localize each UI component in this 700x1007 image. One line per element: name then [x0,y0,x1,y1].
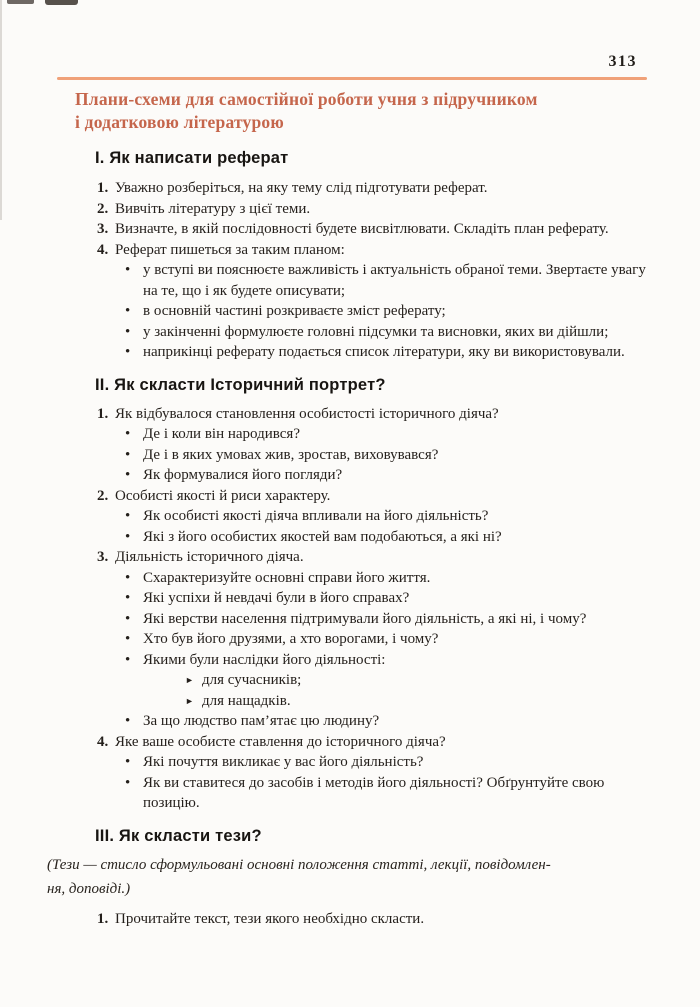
page-content [0,88,700,929]
page-number: 313 [608,53,637,70]
item-marker: 2. [97,200,109,217]
bullet-icon: • [125,631,131,647]
item-text: Які почуття викликає у вас його діяльність? [143,754,424,770]
section-heading-1: I. Як написати реферат [95,149,289,167]
item-text: у вступі ви пояснюєте важливість і актуальність обраної теми. Звертаєте увагу на те, що і як будете описувати; [143,262,646,299]
item-text: Яке ваше особисте ставлення до історичного діяча? [115,733,446,750]
bullet-icon: • [125,426,131,442]
list-item [97,588,655,609]
chapter-title-line2: і додатковою літературою [75,112,284,132]
item-text: Які успіхи й невдачі були в його справах? [143,590,410,606]
list-item [97,711,655,732]
section-heading-2: II. Як скласти Історичний портрет? [95,375,386,394]
item-text: в основній частині розкриваєте зміст реферату; [143,303,446,319]
bullet-icon: • [125,713,131,729]
section-heading-3: III. Як скласти тези? [95,826,262,845]
list-item [97,909,655,930]
bullet-icon: • [125,590,131,606]
item-text: Визначте, в якій послідовності будете висвітлювати. Складіть план реферату. [115,221,609,237]
item-text: Як особисті якості діяча впливали на його діяльність? [143,508,489,524]
header-rule [57,77,647,80]
list-item [97,301,655,322]
chapter-title-line1: Плани-схеми для самостійної роботи учня з підручником [75,89,538,109]
item-marker: 3. [97,549,109,565]
bullet-icon: • [125,262,131,278]
bullet-icon: • [125,774,131,791]
item-text: Якими були наслідки його діяльності: [143,651,386,668]
list-item [97,445,655,466]
list-item [97,486,655,507]
list-item [97,342,655,363]
chapter-title [75,88,640,134]
scan-artifact [45,0,78,5]
item-text: Хто був його друзями, а хто ворогами, і чому? [143,631,439,647]
item-text: Особисті якості й риси характеру. [115,487,331,504]
list-item [97,609,655,630]
list-item [97,219,655,240]
item-marker: 1. [97,910,109,927]
list-item [97,465,655,486]
item-marker: 1. [97,180,109,196]
bullet-icon: • [125,610,131,627]
item-marker: 3. [97,221,109,237]
list-item [97,670,655,691]
list-item [97,527,655,548]
list-item [97,178,655,199]
item-text: Де і коли він народився? [143,426,300,442]
item-text: для сучасників; [202,672,302,688]
list-item [97,199,655,220]
list-item [97,424,655,445]
note-line: (Тези — стисло сформульовані основні положення статті, лекції, повідомлен- [47,856,551,873]
item-text: Як відбувалося становлення особистості історичного діяча? [115,405,499,422]
list-item [97,691,655,712]
item-text: для нащадків. [202,692,291,709]
list-item [97,322,655,343]
item-text: За що людство пам’ятає цю людину? [143,713,380,729]
list-item [97,260,655,301]
list-item [97,547,655,568]
definition-note [47,853,658,901]
bullet-icon: • [125,569,131,586]
item-text: Де і в яких умовах жив, зростав, виховувався? [143,446,439,463]
bullet-icon: • [125,344,131,360]
item-text: у закінченні формулюєте головні підсумки та висновки, яких ви дійшли; [143,323,609,340]
list-item [97,650,655,671]
item-marker: 1. [97,405,109,422]
list-item [97,240,655,261]
list-item [97,752,655,773]
triangle-bullet-icon: ► [185,695,194,706]
item-marker: 2. [97,487,109,504]
bullet-icon: • [125,303,131,319]
item-text: наприкінці реферату подається список літератури, яку ви використовували. [143,344,625,360]
item-text: Прочитайте текст, тези якого необхідно скласти. [115,910,425,927]
section-2-list [97,404,655,814]
section-3-list [97,909,655,930]
section-1-list [97,178,655,363]
list-item [97,773,655,814]
item-text: Які верстви населення підтримували його діяльність, а які ні, і чому? [143,610,587,627]
bullet-icon: • [125,754,131,770]
item-text: Схарактеризуйте основні справи його життя. [143,569,431,586]
bullet-icon: • [125,508,131,524]
list-item [97,404,655,425]
item-text: Як ви ставитеся до засобів і методів його діяльності? Обґрунтуйте свою позицію. [143,774,605,811]
item-text: Уважно розберіться, на яку тему слід підготувати реферат. [115,180,488,196]
triangle-bullet-icon: ► [185,675,194,685]
item-marker: 4. [97,733,109,750]
list-item [97,568,655,589]
bullet-icon: • [125,467,131,483]
item-text: Вивчіть літературу з цієї теми. [115,200,311,217]
list-item [97,629,655,650]
scan-artifact [7,0,34,4]
list-item [97,506,655,527]
item-marker: 4. [97,241,109,258]
item-text: Діяльність історичного діяча. [115,549,304,565]
bullet-icon: • [125,323,131,340]
bullet-icon: • [125,651,131,668]
bullet-icon: • [125,528,131,545]
item-text: Які з його особистих якостей вам подобаються, а які ні? [143,528,502,545]
list-item [97,732,655,753]
note-line: ня, доповіді.) [47,880,131,897]
item-text: Реферат пишеться за таким планом: [115,241,345,258]
item-text: Як формувалися його погляди? [143,467,343,483]
bullet-icon: • [125,446,131,463]
